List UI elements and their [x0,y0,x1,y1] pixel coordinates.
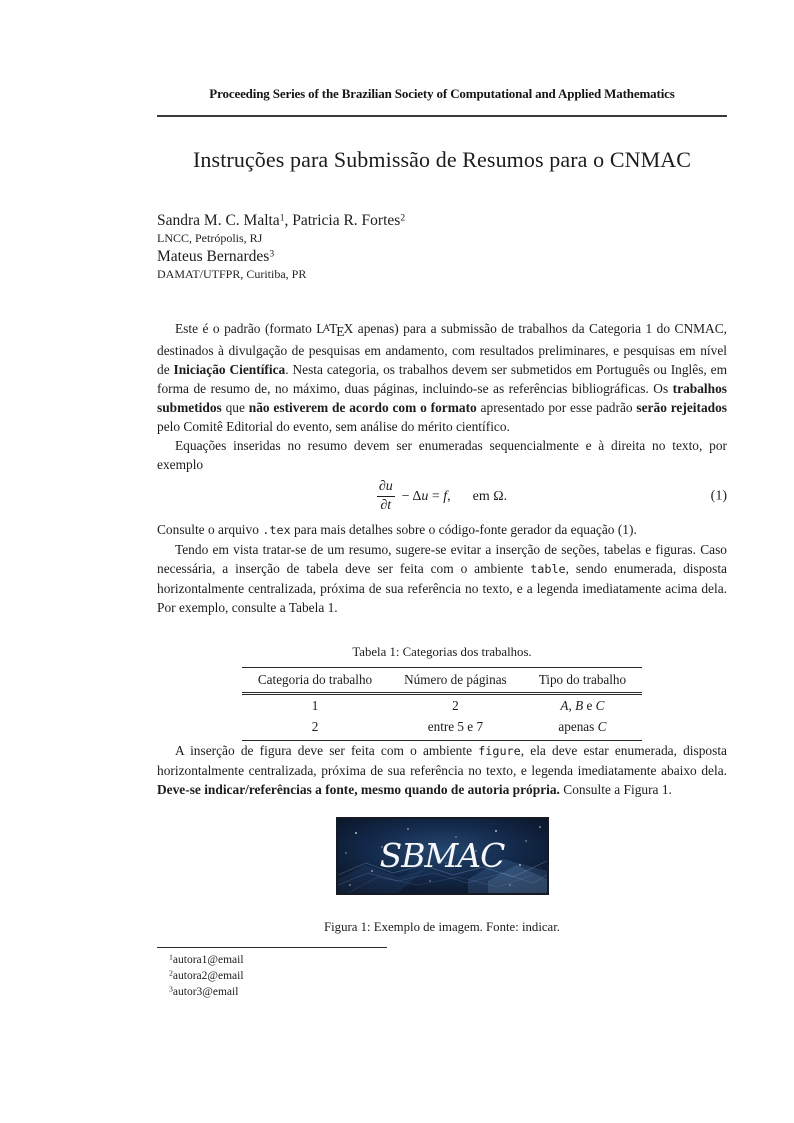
footnote-text: autor3@email [172,986,239,999]
table-caption: Tabela 1: Categorias dos trabalhos. [352,645,532,660]
paper-title: Instruções para Submissão de Resumos para o CNMAC [193,147,691,172]
equation-1 [157,479,727,513]
header-rule [157,115,727,117]
table-header-row [242,668,642,694]
table-cell: 2 [242,716,388,741]
page-content [157,0,727,1000]
running-head: Proceeding Series of the Brazilian Society of Computational and Applied Mathematics [209,86,675,101]
footnote-3 [157,984,727,1000]
table-header-categoria: Categoria do trabalho [242,668,388,694]
author-line-2: Mateus Bernardes$^3$ [157,248,275,265]
equation-fraction [377,479,395,513]
author-line-1: Sandra M. C. Malta$^1$, Patricia R. Fortes$^2$ [157,212,406,229]
table-row [242,694,642,717]
author-affiliation-1: LNCC, Petrópolis, RJ [157,231,263,245]
footnote-1 [157,952,727,968]
table-cell: 2 [452,698,459,714]
equation-numerator: ∂u [377,479,395,497]
table-header-paginas: Número de páginas [388,668,523,694]
paragraph-figures: A inserção de figura deve ser feita com o ambiente figure, ela deve estar enumerada, disposta horizontalmente centralizada, próxima de sua referência no texto, e legenda imediatamente abaixo dela. Deve-se indicar/referências a fonte, mesmo quando de autoria própria. Consulte a Figura 1. [157,743,727,798]
equation-domain: em Ω. [472,488,508,504]
footnote-text: autora1@email [172,954,244,967]
table-cell: entre 5 e 7 [388,716,523,741]
equation-number: (1) [710,488,727,504]
author-affiliation-2: DAMAT/UTFPR, Curitiba, PR [157,267,307,281]
table-cell: 1 [311,698,319,714]
sbmac-logo-image [336,817,549,895]
body-text [157,319,727,1000]
footnote-2 [157,968,727,984]
paragraph-equations: Equações inseridas no resumo devem ser enumeradas sequencialmente e à direita no texto, por exemplo [157,437,727,472]
paragraph-tables: Tendo em vista tratar-se de um resumo, sugere-se evitar a inserção de seções, tabelas e figuras. Caso necessária, a inserção de tabela deve ser feita com o ambiente table, sendo enumerada, disposta horizontalmente centralizada, próxima de sua referência no texto, e a legenda imediatamente acima dela. Por exemplo, consulte a Tabela 1. [157,542,727,616]
footnote-marker: 2 [169,968,173,978]
table-environment [157,643,727,741]
table-cell: apenas C [523,716,642,741]
sbmac-logo-graphic [338,819,547,893]
equation-body: − Δu = f, [401,488,451,504]
equation-denominator: ∂t [380,497,392,513]
footnote-marker: 1 [169,952,173,962]
sbmac-logo-text: SBMAC [379,836,504,876]
paragraph-consult-tex: Consulte o arquivo .tex para mais detalhes sobre o código-fonte gerador da equação (1). [157,522,637,538]
footnote-rule [157,947,387,948]
author-block [157,211,727,283]
table-row [242,716,642,741]
footnote-marker: 3 [169,984,173,994]
table-cell: A, B e C [560,698,605,714]
table-header-tipo: Tipo do trabalho [523,668,642,694]
figure-environment [157,817,727,898]
categories-table [242,667,642,741]
figure-caption: Figura 1: Exemplo de imagem. Fonte: indicar. [324,920,560,935]
footnotes [157,952,727,1000]
footnote-text: autora2@email [172,970,244,983]
paragraph-intro: Este é o padrão (formato LATEX apenas) para a submissão de trabalhos da Categoria 1 do CNMAC, destinados à divulgação de pesquisas em andamento, com resultados preliminares, e pesquisas em nível de Iniciação Científica. Nesta categoria, os trabalhos devem ser submetidos em Português ou Inglês, em forma de resumo de, no máximo, duas páginas, incluindo-se as referências bibliográficas. Os trabalhos submetidos que não estiverem de acordo com o formato apresentado por esse padrão serão rejeitados pelo Comitê Editorial do evento, sem análise do mérito científico. [157,321,727,434]
